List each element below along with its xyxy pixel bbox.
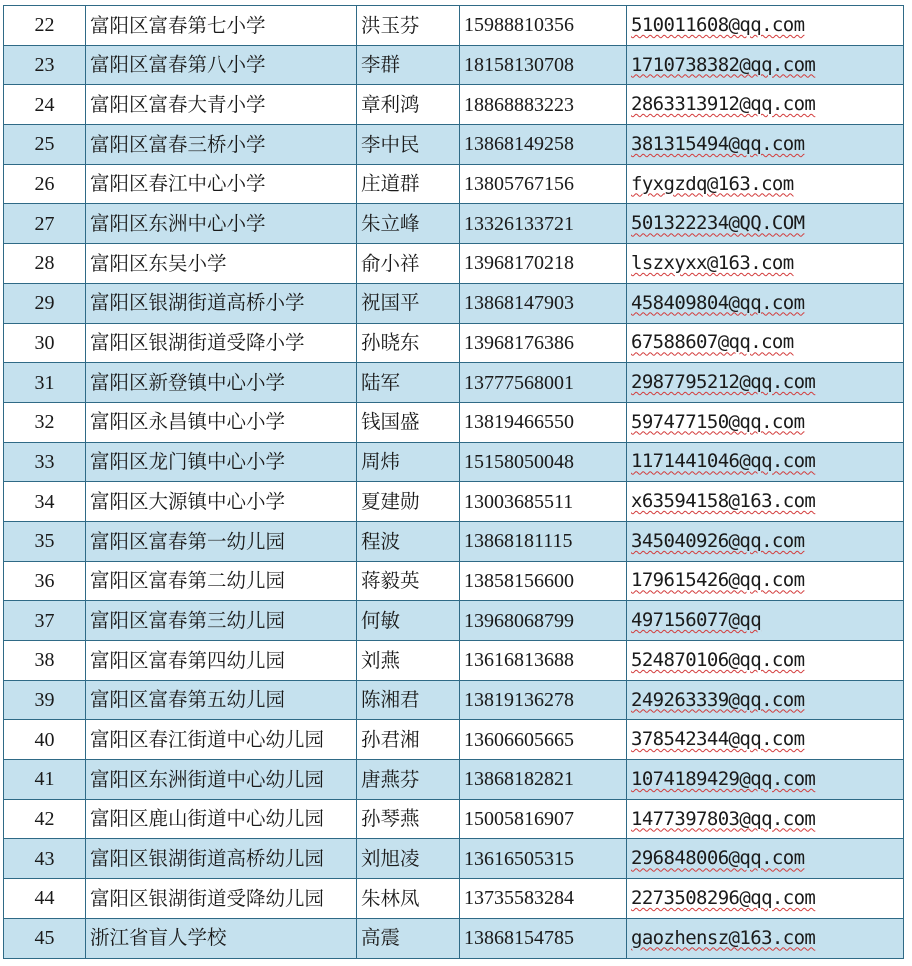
contact-person: 周炜 [357,442,460,482]
row-number: 25 [4,125,86,165]
table-row [4,601,904,641]
email-address [627,6,904,46]
row-number: 38 [4,641,86,681]
phone-number: 13735583284 [460,879,627,919]
email-text: 1710738382@qq.com [631,53,816,76]
row-number: 37 [4,601,86,641]
phone-number: 13868147903 [460,283,627,323]
email-address [627,760,904,800]
email-address [627,164,904,204]
table-row [4,918,904,958]
school-name: 富阳区东吴小学 [86,244,357,284]
school-name: 富阳区春江中心小学 [86,164,357,204]
contact-person: 孙君湘 [357,720,460,760]
email-text: 510011608@qq.com [631,13,805,36]
contact-person: 高震 [357,918,460,958]
phone-number: 15988810356 [460,6,627,46]
contact-person: 李中民 [357,125,460,165]
table-row [4,204,904,244]
email-address [627,402,904,442]
table-row [4,323,904,363]
row-number: 44 [4,879,86,919]
email-text: 2273508296@qq.com [631,886,816,909]
table-row [4,641,904,681]
email-address [627,561,904,601]
phone-number: 13858156600 [460,561,627,601]
email-text: 345040926@qq.com [631,529,805,552]
table-row [4,363,904,403]
school-name: 富阳区富春第五幼儿园 [86,680,357,720]
email-text: 1477397803@qq.com [631,807,816,830]
table-row [4,164,904,204]
phone-number: 13868182821 [460,760,627,800]
row-number: 28 [4,244,86,284]
email-text: x63594158@163.com [631,490,816,513]
school-name: 富阳区鹿山街道中心幼儿园 [86,799,357,839]
row-number: 27 [4,204,86,244]
row-number: 45 [4,918,86,958]
phone-number: 13868181115 [460,521,627,561]
contact-person: 夏建勋 [357,482,460,522]
row-number: 34 [4,482,86,522]
contact-person: 洪玉芬 [357,6,460,46]
row-number: 31 [4,363,86,403]
phone-number: 13968176386 [460,323,627,363]
email-text: 296848006@qq.com [631,847,805,870]
school-name: 富阳区银湖街道高桥小学 [86,283,357,323]
email-text: 497156077@qq [631,609,762,632]
school-name: 富阳区富春第二幼儿园 [86,561,357,601]
school-name: 富阳区永昌镇中心小学 [86,402,357,442]
email-address [627,323,904,363]
email-text: 1074189429@qq.com [631,767,816,790]
contact-person: 钱国盛 [357,402,460,442]
contact-person: 祝国平 [357,283,460,323]
row-number: 43 [4,839,86,879]
school-contact-table [3,5,904,959]
email-address [627,363,904,403]
email-address [627,799,904,839]
email-address [627,244,904,284]
contact-person: 孙琴燕 [357,799,460,839]
school-name: 富阳区大源镇中心小学 [86,482,357,522]
phone-number: 13819136278 [460,680,627,720]
table-row [4,442,904,482]
email-address [627,879,904,919]
table-row [4,720,904,760]
table-body [4,6,904,959]
row-number: 41 [4,760,86,800]
email-text: fyxgzdq@163.com [631,172,794,195]
school-name: 富阳区富春大青小学 [86,85,357,125]
school-name: 富阳区银湖街道受降幼儿园 [86,879,357,919]
school-name: 富阳区春江街道中心幼儿园 [86,720,357,760]
school-name: 富阳区富春三桥小学 [86,125,357,165]
row-number: 36 [4,561,86,601]
row-number: 42 [4,799,86,839]
email-text: 458409804@qq.com [631,291,805,314]
email-address [627,521,904,561]
email-text: 381315494@qq.com [631,132,805,155]
school-name: 富阳区东洲街道中心幼儿园 [86,760,357,800]
email-text: 1171441046@qq.com [631,450,816,473]
table-row [4,482,904,522]
email-address [627,918,904,958]
table-row [4,125,904,165]
school-name: 富阳区富春第七小学 [86,6,357,46]
email-text: 597477150@qq.com [631,410,805,433]
contact-person: 朱立峰 [357,204,460,244]
row-number: 24 [4,85,86,125]
phone-number: 18158130708 [460,45,627,85]
email-address [627,641,904,681]
contact-person: 孙晓东 [357,323,460,363]
phone-number: 13968170218 [460,244,627,284]
row-number: 33 [4,442,86,482]
email-text: 2863313912@qq.com [631,93,816,116]
table-row [4,244,904,284]
table-row [4,283,904,323]
school-name: 富阳区龙门镇中心小学 [86,442,357,482]
email-address [627,85,904,125]
contact-person: 俞小祥 [357,244,460,284]
school-name: 富阳区富春第四幼儿园 [86,641,357,681]
phone-number: 13819466550 [460,402,627,442]
phone-number: 13616505315 [460,839,627,879]
table-row [4,45,904,85]
row-number: 30 [4,323,86,363]
email-address [627,283,904,323]
school-name: 富阳区新登镇中心小学 [86,363,357,403]
school-name: 浙江省盲人学校 [86,918,357,958]
email-text: 67588607@qq.com [631,331,794,354]
email-address [627,442,904,482]
school-name: 富阳区富春第三幼儿园 [86,601,357,641]
table-row [4,839,904,879]
table-row [4,85,904,125]
school-name: 富阳区富春第一幼儿园 [86,521,357,561]
school-name: 富阳区银湖街道受降小学 [86,323,357,363]
school-name: 富阳区银湖街道高桥幼儿园 [86,839,357,879]
email-address [627,45,904,85]
phone-number: 13777568001 [460,363,627,403]
school-name: 富阳区东洲中心小学 [86,204,357,244]
email-text: 524870106@qq.com [631,648,805,671]
table-row [4,6,904,46]
email-text: 179615426@qq.com [631,569,805,592]
phone-number: 13326133721 [460,204,627,244]
phone-number: 13606605665 [460,720,627,760]
email-text: 249263339@qq.com [631,688,805,711]
email-address [627,680,904,720]
email-address [627,125,904,165]
contact-person: 程波 [357,521,460,561]
phone-number: 13616813688 [460,641,627,681]
phone-number: 13968068799 [460,601,627,641]
email-address [627,720,904,760]
table-row [4,680,904,720]
row-number: 32 [4,402,86,442]
email-address [627,601,904,641]
phone-number: 18868883223 [460,85,627,125]
phone-number: 15005816907 [460,799,627,839]
row-number: 26 [4,164,86,204]
email-text: lszxyxx@163.com [631,251,794,274]
email-address [627,204,904,244]
contact-person: 刘旭凌 [357,839,460,879]
table-row [4,521,904,561]
contact-person: 庄道群 [357,164,460,204]
contact-person: 刘燕 [357,641,460,681]
table-row [4,402,904,442]
email-text: 378542344@qq.com [631,728,805,751]
row-number: 39 [4,680,86,720]
row-number: 35 [4,521,86,561]
phone-number: 13868149258 [460,125,627,165]
phone-number: 13868154785 [460,918,627,958]
contact-person: 何敏 [357,601,460,641]
contact-person: 陆军 [357,363,460,403]
row-number: 22 [4,6,86,46]
contact-person: 唐燕芬 [357,760,460,800]
table-row [4,760,904,800]
phone-number: 13805767156 [460,164,627,204]
row-number: 29 [4,283,86,323]
email-text: gaozhensz@163.com [631,926,816,949]
row-number: 23 [4,45,86,85]
contact-person: 李群 [357,45,460,85]
school-name: 富阳区富春第八小学 [86,45,357,85]
phone-number: 13003685511 [460,482,627,522]
contact-person: 蒋毅英 [357,561,460,601]
table-row [4,561,904,601]
phone-number: 15158050048 [460,442,627,482]
contact-person: 陈湘君 [357,680,460,720]
table-row [4,799,904,839]
email-text: 2987795212@qq.com [631,371,816,394]
table-row [4,879,904,919]
contact-person: 朱林凤 [357,879,460,919]
row-number: 40 [4,720,86,760]
email-address [627,482,904,522]
email-text: 501322234@QQ.COM [631,212,805,235]
contact-person: 章利鸿 [357,85,460,125]
email-address [627,839,904,879]
